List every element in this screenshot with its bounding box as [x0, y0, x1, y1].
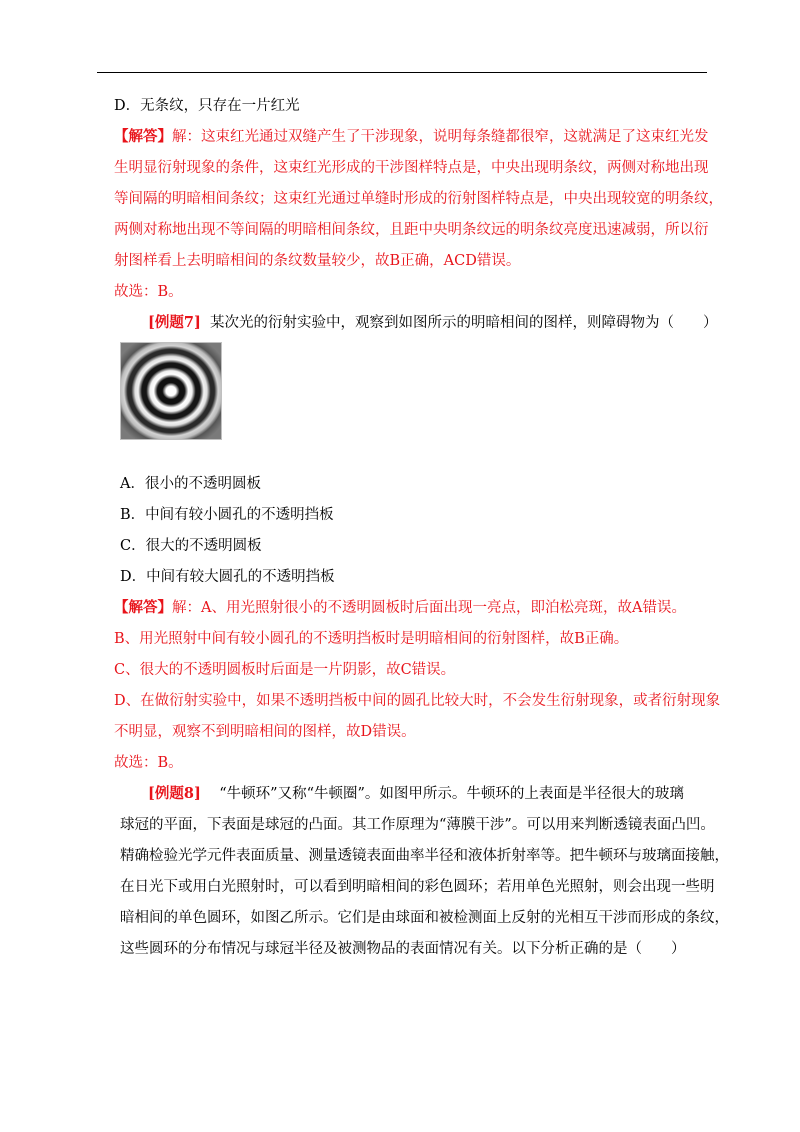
- answer-2-line-2: B、用光照射中间有较小圆孔的不透明挡板时是明暗相间的衍射图样，故B正确。: [114, 631, 629, 647]
- example-8-line-4: 在日光下或用白光照射时，可以看到明暗相间的彩色圆环；若用单色光照射，则会出现一些明: [120, 879, 715, 895]
- answer-2-line-1: 【解答】解：A、用光照射很小的不透明圆板时后面出现一亮点，即泊松亮斑，故A错误。: [114, 599, 686, 616]
- answer-2-choice: 故选：B。: [114, 755, 183, 771]
- answer-2-line-3: C、很大的不透明圆板时后面是一片阴影，故C错误。: [114, 662, 456, 678]
- answer-1-line-4: 两侧对称地出现不等间隔的明暗相间条纹，且距中央明条纹远的明条纹亮度迅速减弱，所以衍: [114, 222, 709, 238]
- answer-tag: 【解答】: [114, 128, 172, 145]
- example-8-line-2: 球冠的平面，下表面是球冠的凸面。其工作原理为“薄膜干涉”。可以用来判断透镜表面凸凹。: [120, 817, 715, 833]
- example-7-option-a: A．很小的不透明圆板: [120, 476, 261, 492]
- answer-1-line-1: 【解答】解：这束红光通过双缝产生了干涉现象，说明每条缝都很窄，这就满足了这束红光发: [114, 128, 709, 145]
- example-8-line-5: 暗相间的单色圆环，如图乙所示。它们是由球面和被检测面上反射的光相互干涉而形成的条纹，: [120, 910, 729, 926]
- answer-2-line-5: 不明显，观察不到明暗相间的图样，故D错误。: [114, 724, 416, 740]
- example-7-stem: [例题7] 某次光的衍射实验中，观察到如图所示的明暗相间的图样，则障碍物为（ ）: [148, 314, 718, 331]
- answer-tag-2: 【解答】: [114, 599, 172, 616]
- diffraction-rings-image: [121, 343, 221, 439]
- example-8-line-1: [例题8] “牛顿环”又称“牛顿圈”。如图甲所示。牛顿环的上表面是半径很大的玻璃: [148, 785, 684, 802]
- example-7-option-b: B．中间有较小圆孔的不透明挡板: [120, 507, 334, 523]
- header-rule: [97, 72, 707, 73]
- example-7-option-d: D．中间有较大圆孔的不透明挡板: [120, 569, 335, 585]
- example-8-line-3: 精确检验光学元件表面质量、测量透镜表面曲率半径和液体折射率等。把牛顿环与玻璃面接触，: [120, 848, 729, 864]
- example-8-label: [例题8]: [148, 785, 201, 802]
- example-7-option-c: C．很大的不透明圆板: [120, 538, 262, 554]
- example-8-line-6: 这些圆环的分布情况与球冠半径及被测物品的表面情况有关。以下分析正确的是（ ）: [120, 941, 686, 957]
- diffraction-rings-figure: [120, 342, 222, 440]
- answer-1-line-3: 等间隔的明暗相间条纹；这束红光通过单缝时形成的衍射图样特点是，中央出现较宽的明条纹，: [114, 191, 723, 207]
- answer-1-line-5: 射图样看上去明暗相间的条纹数量较少，故B正确，ACD错误。: [114, 253, 521, 269]
- answer-1-line-2: 生明显衍射现象的条件，这束红光形成的干涉图样特点是，中央出现明条纹，两侧对称地出现: [114, 160, 709, 176]
- example-7-label: [例题7]: [148, 314, 201, 331]
- answer-1-choice: 故选：B。: [114, 284, 183, 300]
- answer-2-line-4: D、在做衍射实验中，如果不透明挡板中间的圆孔比较大时，不会发生衍射现象，或者衍射现象: [114, 693, 721, 709]
- option-d-previous: D．无条纹，只存在一片红光: [114, 98, 300, 114]
